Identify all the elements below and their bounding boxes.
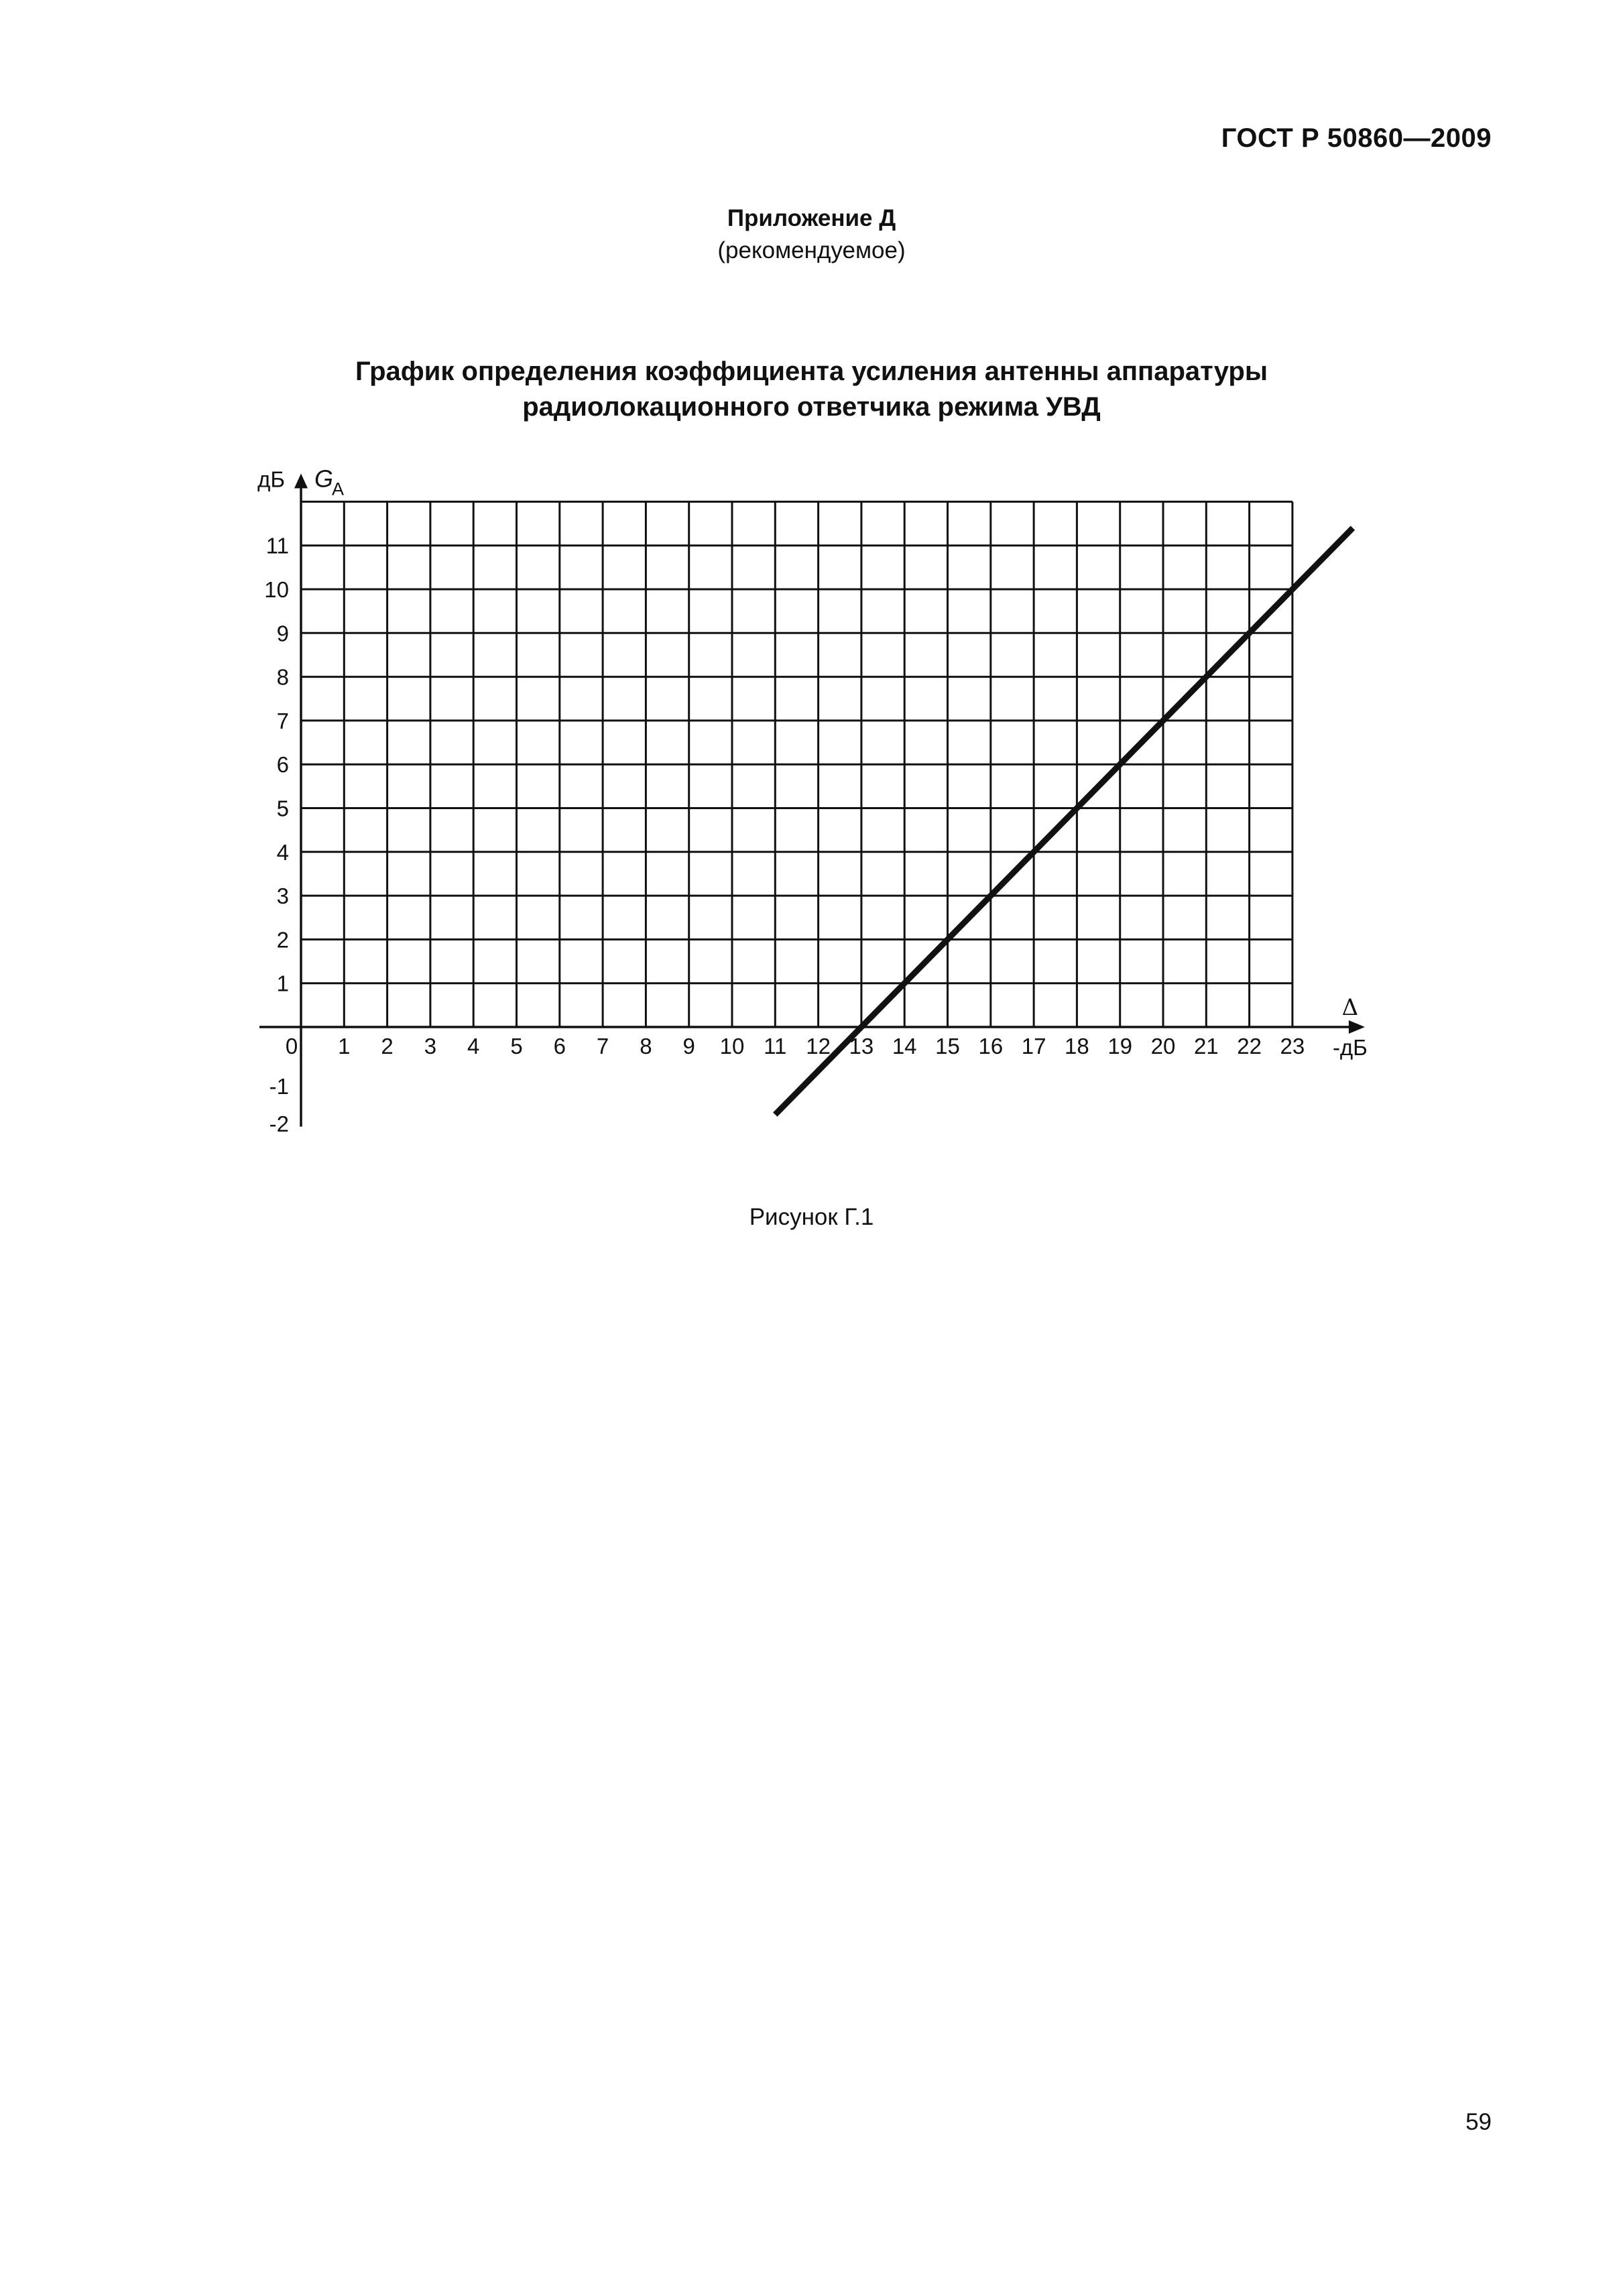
- y-tick-label: 10: [264, 577, 289, 602]
- x-axis-arrow-icon: [1349, 1020, 1365, 1034]
- x-tick-label: 16: [978, 1034, 1004, 1059]
- y-axis-label-subscript: A: [332, 479, 345, 499]
- y-tick-label: -1: [269, 1074, 289, 1099]
- y-axis-unit: дБ: [257, 467, 285, 492]
- x-tick-label: 0: [285, 1034, 298, 1059]
- appendix-subtitle: (рекомендуемое): [717, 237, 906, 263]
- x-tick-label: 23: [1280, 1034, 1305, 1059]
- y-tick-label: 4: [276, 839, 289, 865]
- x-tick-label: 11: [764, 1034, 787, 1059]
- x-tick-label: 8: [640, 1034, 652, 1059]
- x-tick-label: 22: [1237, 1034, 1262, 1059]
- x-tick-label: 5: [510, 1034, 523, 1059]
- y-tick-label: 11: [265, 533, 289, 558]
- x-tick-label: 6: [553, 1034, 566, 1059]
- y-tick-label: 5: [276, 796, 289, 821]
- y-tick-label: -2: [269, 1111, 289, 1136]
- x-tick-label: 4: [467, 1034, 480, 1059]
- x-axis-unit: -дБ: [1332, 1035, 1368, 1060]
- page-number: 59: [1465, 2109, 1492, 2135]
- x-tick-label: 13: [849, 1034, 874, 1059]
- y-tick-label: 2: [276, 927, 289, 953]
- y-tick-label: 1: [276, 971, 289, 996]
- chart-axes: [259, 473, 1365, 1126]
- y-tick-label: 6: [276, 752, 289, 778]
- x-tick-label: 9: [682, 1034, 695, 1059]
- y-axis-arrow-icon: [294, 473, 308, 488]
- x-tick-label: 19: [1107, 1034, 1133, 1059]
- x-tick-label: 12: [806, 1034, 831, 1059]
- chart-axis-labels: [257, 465, 1368, 1060]
- x-tick-label: 20: [1150, 1034, 1176, 1059]
- x-tick-label: 17: [1021, 1034, 1046, 1059]
- y-tick-label: 7: [276, 708, 289, 733]
- y-tick-label: 9: [276, 621, 289, 646]
- standard-header: ГОСТ Р 50860—2009: [1221, 123, 1492, 153]
- x-tick-label: 14: [892, 1034, 917, 1059]
- figure-title-line-1: График определения коэффициента усиления антенны аппаратуры: [355, 357, 1268, 386]
- x-tick-label: 21: [1193, 1034, 1219, 1059]
- x-tick-label: 15: [935, 1034, 960, 1059]
- y-axis-label: G: [314, 465, 334, 493]
- x-tick-label: 7: [596, 1034, 609, 1059]
- appendix-title: Приложение Д: [727, 205, 896, 231]
- figure-caption: Рисунок Г.1: [749, 1204, 874, 1230]
- x-tick-label: 10: [719, 1034, 745, 1059]
- x-tick-label: 2: [381, 1034, 394, 1059]
- x-tick-label: 18: [1065, 1034, 1089, 1059]
- x-tick-label: 3: [424, 1034, 437, 1059]
- y-tick-label: 3: [276, 884, 289, 909]
- chart-grid: [301, 501, 1293, 1027]
- y-tick-label: 8: [276, 664, 289, 690]
- figure-title-line-2: радиолокационного ответчика режима УВД: [522, 392, 1101, 422]
- x-axis-label: Δ: [1341, 994, 1359, 1021]
- x-tick-label: 1: [338, 1034, 351, 1059]
- chart-tick-labels: [264, 534, 1305, 1136]
